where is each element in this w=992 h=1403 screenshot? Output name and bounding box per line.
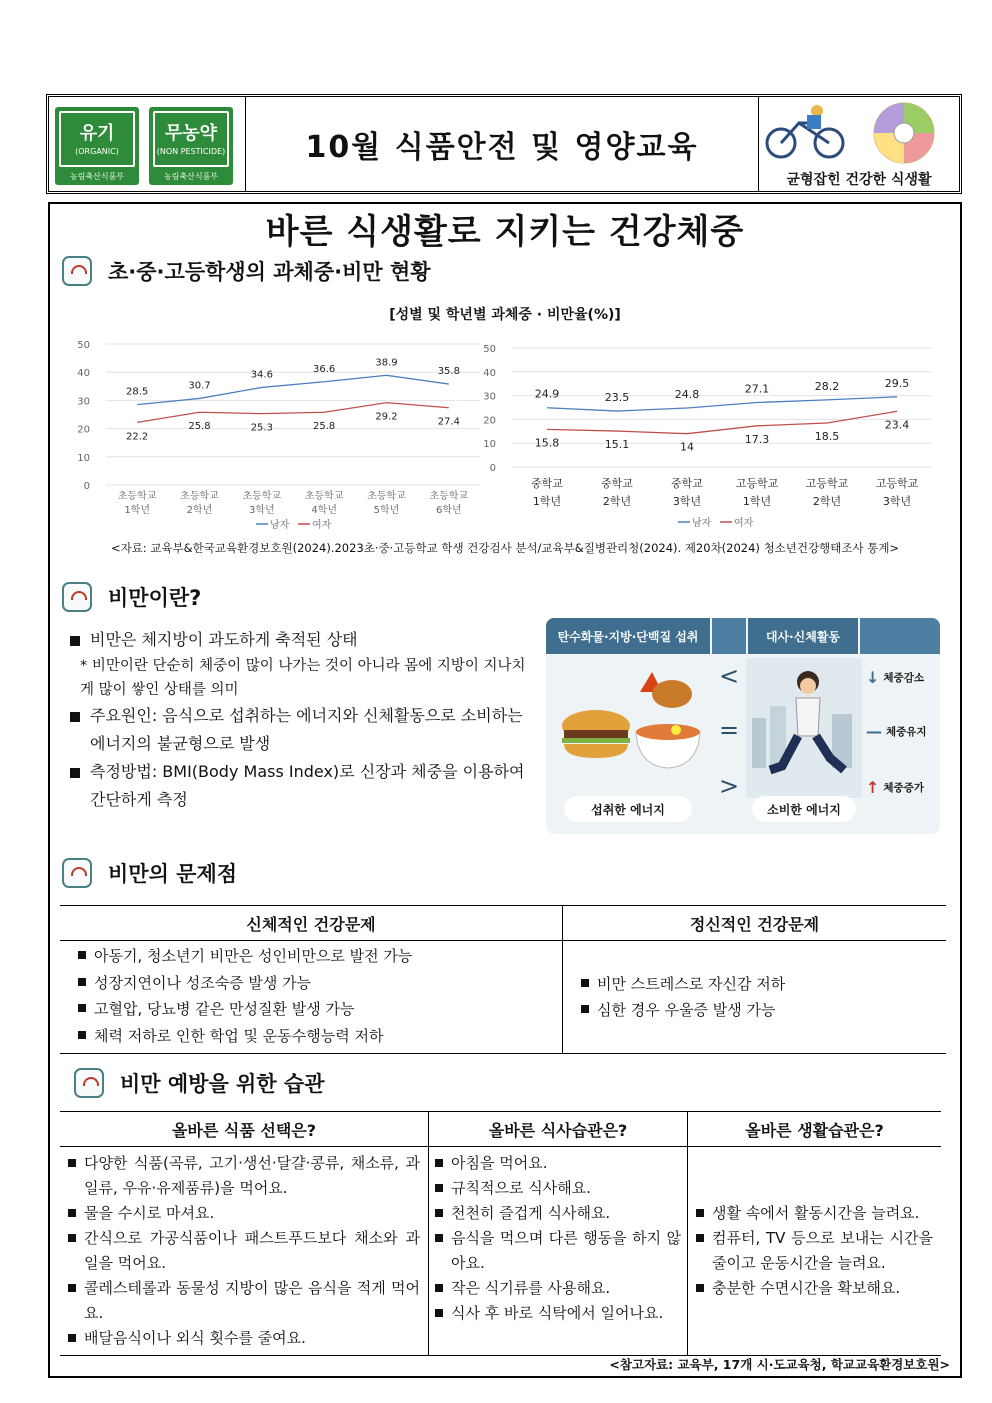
x-tick-label: 중학교: [601, 477, 633, 490]
organic-logo-title: 유기: [79, 123, 115, 144]
data-label: 24.8: [674, 387, 700, 401]
bicycle-plate-icon: [759, 97, 959, 169]
list-item: 규칙적으로 식사해요.: [429, 1176, 681, 1201]
x-tick-label: 중학교: [531, 477, 563, 490]
x-tick-label: 초등학교: [429, 491, 469, 502]
obesity-problems-table: [60, 905, 946, 1054]
up-arrow-icon: ↑: [866, 778, 880, 797]
x-tick-label: 6학년: [435, 505, 462, 516]
x-tick-label: 초등학교: [242, 491, 282, 502]
definition-note: * 비만이란 단순히 체중이 많이 나가는 것이 아니라 몸에 지방이 지나치게 많이 쌓인 상태를 의미: [80, 658, 526, 698]
list-item: 배달음식이나 외식 횟수를 줄여요.: [62, 1326, 420, 1351]
physical-problems-header: 신체적인 건강문제: [60, 906, 563, 941]
series-line-female: [137, 403, 449, 423]
result-weight-maintain: — 체중유지: [866, 722, 927, 741]
data-label: 25.8: [188, 421, 211, 433]
data-label: 35.8: [437, 366, 460, 378]
food-icon: [552, 662, 708, 782]
data-label: 29.2: [375, 411, 398, 423]
list-item: 콜레스테롤과 동물성 지방이 많은 음식을 적게 먹어요.: [62, 1276, 420, 1326]
non-pesticide-logo-title: 무농약: [164, 123, 218, 144]
y-tick-label: 30: [483, 391, 496, 403]
scale-icon: [74, 1068, 104, 1098]
scale-icon: [62, 858, 92, 888]
list-item: 천천히 즐겁게 식사해요.: [429, 1201, 681, 1226]
mental-problems-cell: [563, 941, 947, 1054]
x-tick-label: 3학년: [672, 495, 702, 508]
list-item: 체력 저하로 인한 학업 및 운동수행능력 저하: [72, 1023, 562, 1050]
section-obesity-status-header: [62, 256, 431, 286]
y-tick-label: 40: [483, 367, 496, 379]
section-prevention-habits-header: [74, 1068, 325, 1098]
data-label: 38.9: [375, 357, 398, 369]
legend-label: 남자: [692, 518, 712, 529]
dash-icon: —: [866, 722, 882, 741]
list-item: 고혈압, 당뇨병 같은 만성질환 발생 가능: [72, 996, 562, 1023]
list-item: 아침을 먹어요.: [429, 1151, 681, 1176]
y-tick-label: 50: [483, 344, 496, 355]
y-tick-label: 40: [77, 368, 90, 380]
data-label: 22.2: [126, 431, 149, 443]
intake-caption: 섭취한 에너지: [564, 796, 692, 822]
lifestyle-habits-header: 올바른 생활습관은?: [688, 1112, 942, 1147]
non-pesticide-logo-ministry: 농림축산식품부: [163, 172, 219, 181]
balanced-diet-illustration: [759, 97, 959, 191]
non-pesticide-logo-en: (NON PESTICIDE): [156, 147, 226, 156]
data-label: 30.7: [188, 380, 211, 392]
list-item: 충분한 수면시간을 확보해요.: [690, 1276, 933, 1301]
data-label: 23.4: [884, 418, 910, 432]
page-header: [46, 94, 962, 194]
organic-logo-en: (ORGANIC): [75, 147, 119, 156]
x-tick-label: 2학년: [602, 495, 632, 508]
physical-problems-cell: [60, 941, 563, 1054]
x-tick-label: 1학년: [742, 495, 772, 508]
eating-habits-header: 올바른 식사습관은?: [429, 1112, 688, 1147]
x-tick-label: 3학년: [882, 495, 912, 508]
x-tick-label: 고등학교: [875, 477, 919, 490]
operator-equals: =: [718, 716, 740, 744]
mental-problems-header: 정신적인 건강문제: [563, 906, 947, 941]
list-item: 생활 속에서 활동시간을 늘려요.: [690, 1201, 933, 1226]
y-tick-label: 0: [83, 481, 90, 492]
data-label: 25.8: [313, 421, 336, 433]
data-label: 29.5: [884, 376, 910, 390]
section-prevention-habits-title: 비만 예방을 위한 습관: [120, 1072, 325, 1096]
list-item: 주요원인: 음식으로 섭취하는 에너지와 신체활동으로 소비하는 에너지의 불균형으로 발생: [70, 702, 530, 758]
list-item: 음식을 먹으며 다른 행동을 하지 않아요.: [429, 1226, 681, 1276]
x-tick-label: 1학년: [532, 495, 562, 508]
y-tick-label: 20: [483, 415, 496, 427]
data-label: 14: [680, 440, 694, 454]
list-item: 컴퓨터, TV 등으로 보내는 시간을 줄이고 운동시간을 늘려요.: [690, 1226, 933, 1276]
x-tick-label: 고등학교: [805, 477, 849, 490]
x-tick-label: 1학년: [124, 505, 151, 516]
series-line-male: [547, 397, 897, 411]
prevention-habits-table: [60, 1111, 941, 1356]
x-tick-label: 초등학교: [117, 491, 157, 502]
operator-less-than: <: [718, 662, 740, 690]
data-label: 27.1: [744, 382, 770, 396]
list-item: 비만 스트레스로 자신감 저하: [575, 971, 946, 998]
lifestyle-habits-cell: [688, 1147, 942, 1356]
data-label: 27.4: [437, 416, 460, 428]
data-label: 28.2: [814, 379, 840, 393]
scale-icon: [62, 256, 92, 286]
y-tick-label: 10: [483, 439, 496, 451]
list-item: 물을 수시로 마셔요.: [62, 1201, 420, 1226]
data-label: 25.3: [250, 422, 273, 434]
x-tick-label: 2학년: [812, 495, 842, 508]
x-tick-label: 중학교: [671, 477, 703, 490]
list-item: 다양한 식품(곡류, 고기·생선·달걀·콩류, 채소류, 과일류, 우유·유제품류)을 먹어요.: [62, 1151, 420, 1201]
legend-label: 여자: [734, 518, 754, 529]
obesity-definition-list: [70, 626, 530, 814]
eating-habits-cell: [429, 1147, 688, 1356]
chart-heading: [성별 및 학년별 과체중 · 비만율(%)]: [389, 307, 621, 323]
section-obesity-status-title: 초·중·고등학생의 과체중·비만 현황: [108, 260, 431, 284]
chart-source: <자료: 교육부&한국교육환경보호원(2024).2023초·중·고등학교 학생 건강검사 분석/교육부&질병관리청(2024). 제20차(2024) 청소년건강행태조사 통계>: [110, 541, 900, 555]
x-tick-label: 2학년: [186, 505, 213, 516]
intake-heading: 탄수화물·지방·단백질 섭취: [546, 618, 710, 654]
operator-greater-than: >: [718, 772, 740, 800]
elementary-obesity-chart: [60, 332, 480, 532]
x-tick-label: 4학년: [311, 505, 338, 516]
organic-logo-ministry: 농림축산식품부: [69, 172, 125, 181]
spent-caption: 소비한 에너지: [752, 796, 856, 822]
x-tick-label: 초등학교: [367, 491, 406, 502]
legend-label: 남자: [270, 520, 290, 531]
data-label: 23.5: [604, 391, 630, 405]
food-choice-cell: [60, 1147, 429, 1356]
series-line-female: [547, 411, 897, 433]
activity-heading: 대사·신체활동: [748, 618, 858, 654]
runner-icon: [746, 658, 862, 798]
data-label: 15.1: [604, 438, 630, 452]
down-arrow-icon: ↓: [866, 668, 880, 687]
section-obesity-problems-header: [62, 858, 237, 888]
list-item: 비만은 체지방이 과도하게 축적된 상태: [70, 626, 530, 654]
y-tick-label: 20: [77, 424, 90, 436]
list-item: 측정방법: BMI(Body Mass Index)로 신장과 체중을 이용하여 간단하게 측정: [70, 758, 530, 814]
list-item: 작은 식기류를 사용해요.: [429, 1276, 681, 1301]
data-label: 15.8: [534, 436, 560, 450]
list-item: 간식으로 가공식품이나 패스트푸드보다 채소와 과일을 먹어요.: [62, 1226, 420, 1276]
header-title: 10월 식품안전 및 영양교육: [245, 97, 759, 191]
x-tick-label: 초등학교: [304, 491, 344, 502]
data-label: 24.9: [534, 387, 560, 401]
legend-label: 여자: [312, 520, 332, 531]
section-obesity-problems-title: 비만의 문제점: [108, 862, 238, 886]
scale-icon: [62, 582, 92, 612]
section-what-is-obesity-header: [62, 582, 201, 612]
secondary-obesity-chart: [482, 336, 952, 536]
food-choice-header: 올바른 식품 선택은?: [60, 1112, 429, 1147]
result-weight-loss: ↓ 체중감소: [866, 668, 924, 687]
data-label: 18.5: [814, 429, 840, 443]
y-tick-label: 10: [77, 452, 90, 464]
list-item: 성장지연이나 성조숙증 발생 가능: [72, 970, 562, 997]
x-tick-label: 5학년: [373, 505, 400, 516]
data-label: 17.3: [744, 432, 770, 446]
x-tick-label: 3학년: [248, 505, 275, 516]
y-tick-label: 0: [489, 463, 496, 474]
data-label: 36.6: [313, 363, 336, 375]
organic-logo: [55, 107, 139, 185]
non-pesticide-logo: [149, 107, 233, 185]
x-tick-label: 고등학교: [735, 477, 779, 490]
y-tick-label: 30: [77, 396, 90, 408]
section-what-is-obesity-title: 비만이란?: [108, 586, 202, 610]
reference-note: <참고자료: 교육부, 17개 시·도교육청, 학교교육환경보호원>: [609, 1357, 950, 1372]
energy-balance-figure: [546, 618, 940, 834]
x-tick-label: 초등학교: [180, 491, 219, 502]
result-weight-gain: ↑ 체중증가: [866, 778, 924, 797]
list-item: 아동기, 청소년기 비만은 성인비만으로 발전 가능: [72, 943, 562, 970]
y-tick-label: 50: [77, 340, 90, 351]
header-right-caption: 균형잡힌 건강한 식생활: [786, 172, 932, 188]
list-item: 심한 경우 우울증 발생 가능: [575, 997, 946, 1024]
main-title: 바른 식생활로 지키는 건강체중: [265, 212, 745, 252]
data-label: 34.6: [250, 369, 273, 381]
data-label: 28.5: [126, 386, 149, 398]
list-item: 식사 후 바로 식탁에서 일어나요.: [429, 1301, 681, 1326]
